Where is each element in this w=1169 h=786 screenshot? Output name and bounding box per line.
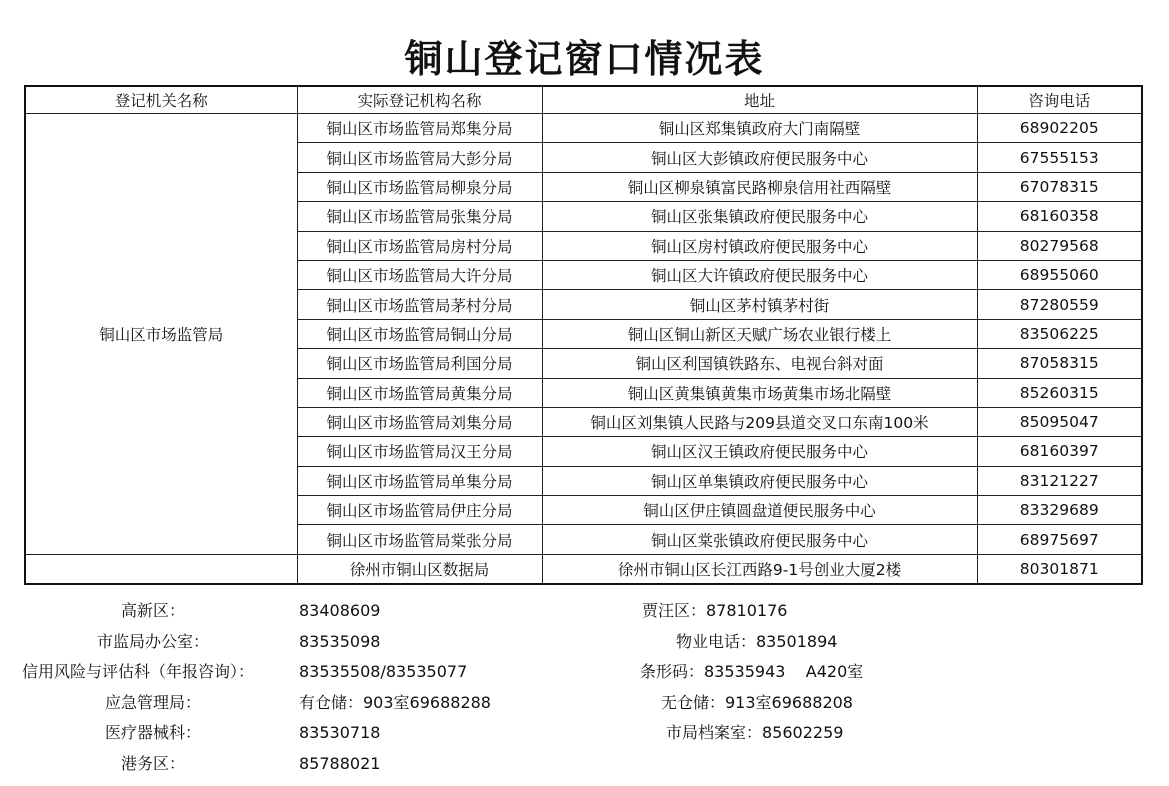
phone-cell: 83121227 [977,466,1142,495]
phone-cell: 80301871 [977,554,1142,584]
org-cell: 铜山区市场监管局柳泉分局 [297,172,542,201]
footer-value: 83535508/83535077 [299,662,468,681]
page-title: 铜山登记窗口情况表 [404,36,765,81]
footer-row [0,596,1169,627]
phone-cell: 67555153 [977,143,1142,172]
footer-label: 医疗器械科： [104,723,201,742]
footer-label: 市监局办公室： [96,631,209,651]
address-cell: 铜山区郑集镇政府大门南隔壁 [542,114,977,143]
footer-right-text: 市局档案室：85602259 [666,723,844,742]
table-row [25,554,1142,584]
phone-cell: 80279568 [977,231,1142,260]
header-org: 实际登记机构名称 [297,86,542,114]
phone-cell: 85260315 [977,378,1142,407]
phone-cell: 85095047 [977,407,1142,436]
address-cell: 铜山区柳泉镇富民路柳泉信用社西隔壁 [542,172,977,201]
footer-value: 83535098 [299,631,381,651]
address-cell: 铜山区棠张镇政府便民服务中心 [542,525,977,554]
footer-label: 港务区： [120,753,185,773]
address-cell: 铜山区伊庄镇圆盘道便民服务中心 [542,496,977,525]
footer-right-text: 无仓储：913室69688208 [661,692,853,712]
phone-cell: 68902205 [977,114,1142,143]
address-cell: 铜山区刘集镇人民路与209县道交叉口东南100米 [542,407,977,436]
phone-cell: 68160358 [977,202,1142,231]
footer-row [0,657,1169,688]
address-cell: 铜山区利国镇铁路东、电视台斜对面 [542,349,977,378]
table-row [25,114,1142,143]
registration-window-table [24,85,1143,585]
org-cell: 铜山区市场监管局张集分局 [297,202,542,231]
header-authority: 登记机关名称 [25,86,297,114]
phone-cell: 67078315 [977,172,1142,201]
phone-cell: 87058315 [977,349,1142,378]
address-cell: 铜山区大彭镇政府便民服务中心 [542,143,977,172]
address-cell: 徐州市铜山区长江西路9-1号创业大厦2楼 [542,554,977,584]
authority-cell: 铜山区市场监管局 [25,114,297,555]
header-phone: 咨询电话 [977,86,1142,114]
phone-cell: 83329689 [977,496,1142,525]
phone-cell: 68955060 [977,260,1142,289]
phone-cell: 83506225 [977,319,1142,348]
address-cell: 铜山区单集镇政府便民服务中心 [542,466,977,495]
org-cell: 铜山区市场监管局汉王分局 [297,437,542,466]
phone-cell: 87280559 [977,290,1142,319]
authority-cell-empty [25,554,297,584]
footer-right-text: 条形码：83535943 A420室 [640,662,864,681]
org-cell: 徐州市铜山区数据局 [297,554,542,584]
org-cell: 铜山区市场监管局茅村分局 [297,290,542,319]
address-cell: 铜山区茅村镇茅村街 [542,290,977,319]
footer-value: 有仓储：903室69688288 [299,692,491,712]
footer-row [0,688,1169,719]
table-body [25,114,1142,585]
footer-row [0,749,1169,780]
org-cell: 铜山区市场监管局黄集分局 [297,378,542,407]
org-cell: 铜山区市场监管局伊庄分局 [297,496,542,525]
footer-right-text: 物业电话：83501894 [676,631,838,651]
org-cell: 铜山区市场监管局房村分局 [297,231,542,260]
org-cell: 铜山区市场监管局郑集分局 [297,114,542,143]
header-address: 地址 [542,86,977,114]
address-cell: 铜山区大许镇政府便民服务中心 [542,260,977,289]
address-cell: 铜山区黄集镇黄集市场黄集市场北隔壁 [542,378,977,407]
org-cell: 铜山区市场监管局刘集分局 [297,407,542,436]
address-cell: 铜山区张集镇政府便民服务中心 [542,202,977,231]
phone-cell: 68975697 [977,525,1142,554]
org-cell: 铜山区市场监管局大许分局 [297,260,542,289]
address-cell: 铜山区汉王镇政府便民服务中心 [542,437,977,466]
org-cell: 铜山区市场监管局利国分局 [297,349,542,378]
footer-value: 83530718 [299,723,381,742]
footer-right-text: 贾汪区：87810176 [642,601,788,620]
contact-footer [0,596,1169,779]
org-cell: 铜山区市场监管局大彭分局 [297,143,542,172]
footer-label: 应急管理局： [104,692,201,712]
footer-row [0,718,1169,749]
footer-value: 85788021 [299,753,381,773]
footer-label: 高新区： [120,601,185,620]
address-cell: 铜山区房村镇政府便民服务中心 [542,231,977,260]
address-cell: 铜山区铜山新区天赋广场农业银行楼上 [542,319,977,348]
phone-cell: 68160397 [977,437,1142,466]
footer-label: 信用风险与评估科（年报咨询）： [22,662,255,681]
org-cell: 铜山区市场监管局单集分局 [297,466,542,495]
org-cell: 铜山区市场监管局铜山分局 [297,319,542,348]
footer-value: 83408609 [299,601,381,620]
table-header-row [25,86,1142,114]
footer-row [0,627,1169,658]
org-cell: 铜山区市场监管局棠张分局 [297,525,542,554]
